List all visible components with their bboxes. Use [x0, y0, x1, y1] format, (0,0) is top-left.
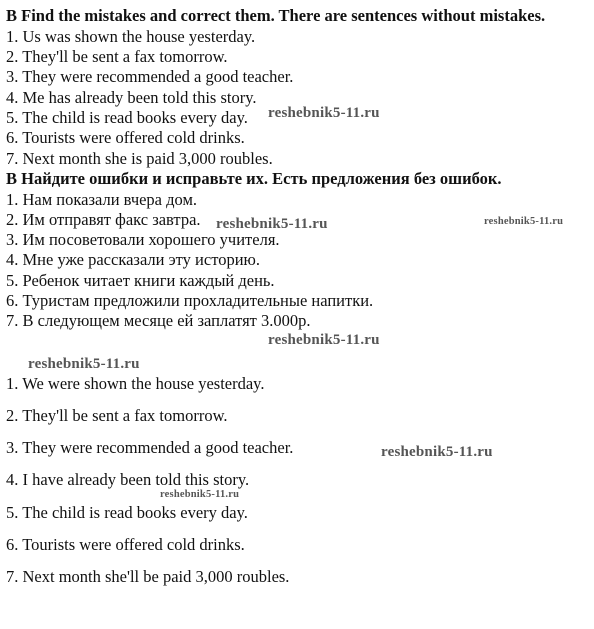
task-item: 4. Me has already been told this story. — [6, 88, 257, 107]
task-item-russian: 6. Туристам предложили прохладительные напитки. — [6, 291, 374, 310]
task-item-russian: 3. Им посоветовали хорошего учителя. — [6, 230, 280, 249]
watermark-text: reshebnik5-11.ru — [268, 332, 380, 348]
answer-item: 4. I have already been told this story. — [6, 470, 250, 489]
watermark-text: reshebnik5-11.ru — [28, 356, 140, 372]
task-item: 7. Next month she is paid 3,000 roubles. — [6, 149, 273, 168]
task-item-russian: 7. В следующем месяце ей заплатят 3.000р. — [6, 311, 311, 330]
watermark-text: reshebnik5-11.ru — [484, 216, 564, 227]
task-item: 2. They'll be sent a fax tomorrow. — [6, 47, 228, 66]
answer-item: 1. We were shown the house yesterday. — [6, 374, 265, 393]
task-item-russian: 5. Ребенок читает книги каждый день. — [6, 271, 275, 290]
task-item-russian: 4. Мне уже рассказали эту историю. — [6, 250, 260, 269]
answer-item: 2. They'll be sent a fax tomorrow. — [6, 406, 228, 425]
task-item: 5. The child is read books every day. — [6, 108, 248, 127]
watermark-text: reshebnik5-11.ru — [268, 105, 380, 121]
exercise-heading-english: B Find the mistakes and correct them. There are sentences without mistakes. — [6, 6, 546, 25]
watermark-text: reshebnik5-11.ru — [160, 489, 240, 500]
watermark-text: reshebnik5-11.ru — [216, 216, 328, 232]
exercise-heading-russian: B Найдите ошибки и исправьте их. Есть предложения без ошибок. — [6, 169, 502, 188]
watermark-text: reshebnik5-11.ru — [381, 444, 493, 460]
answer-item: 7. Next month she'll be paid 3,000 roubles. — [6, 567, 290, 586]
task-item-russian: 1. Нам показали вчера дом. — [6, 190, 198, 209]
task-item: 6. Tourists were offered cold drinks. — [6, 128, 245, 147]
task-item: 3. They were recommended a good teacher. — [6, 67, 294, 86]
answer-item: 6. Tourists were offered cold drinks. — [6, 535, 245, 554]
task-item: 1. Us was shown the house yesterday. — [6, 27, 256, 46]
answer-item: 3. They were recommended a good teacher. — [6, 438, 294, 457]
answer-item: 5. The child is read books every day. — [6, 503, 248, 522]
task-item-russian: 2. Им отправят факс завтра. — [6, 210, 201, 229]
